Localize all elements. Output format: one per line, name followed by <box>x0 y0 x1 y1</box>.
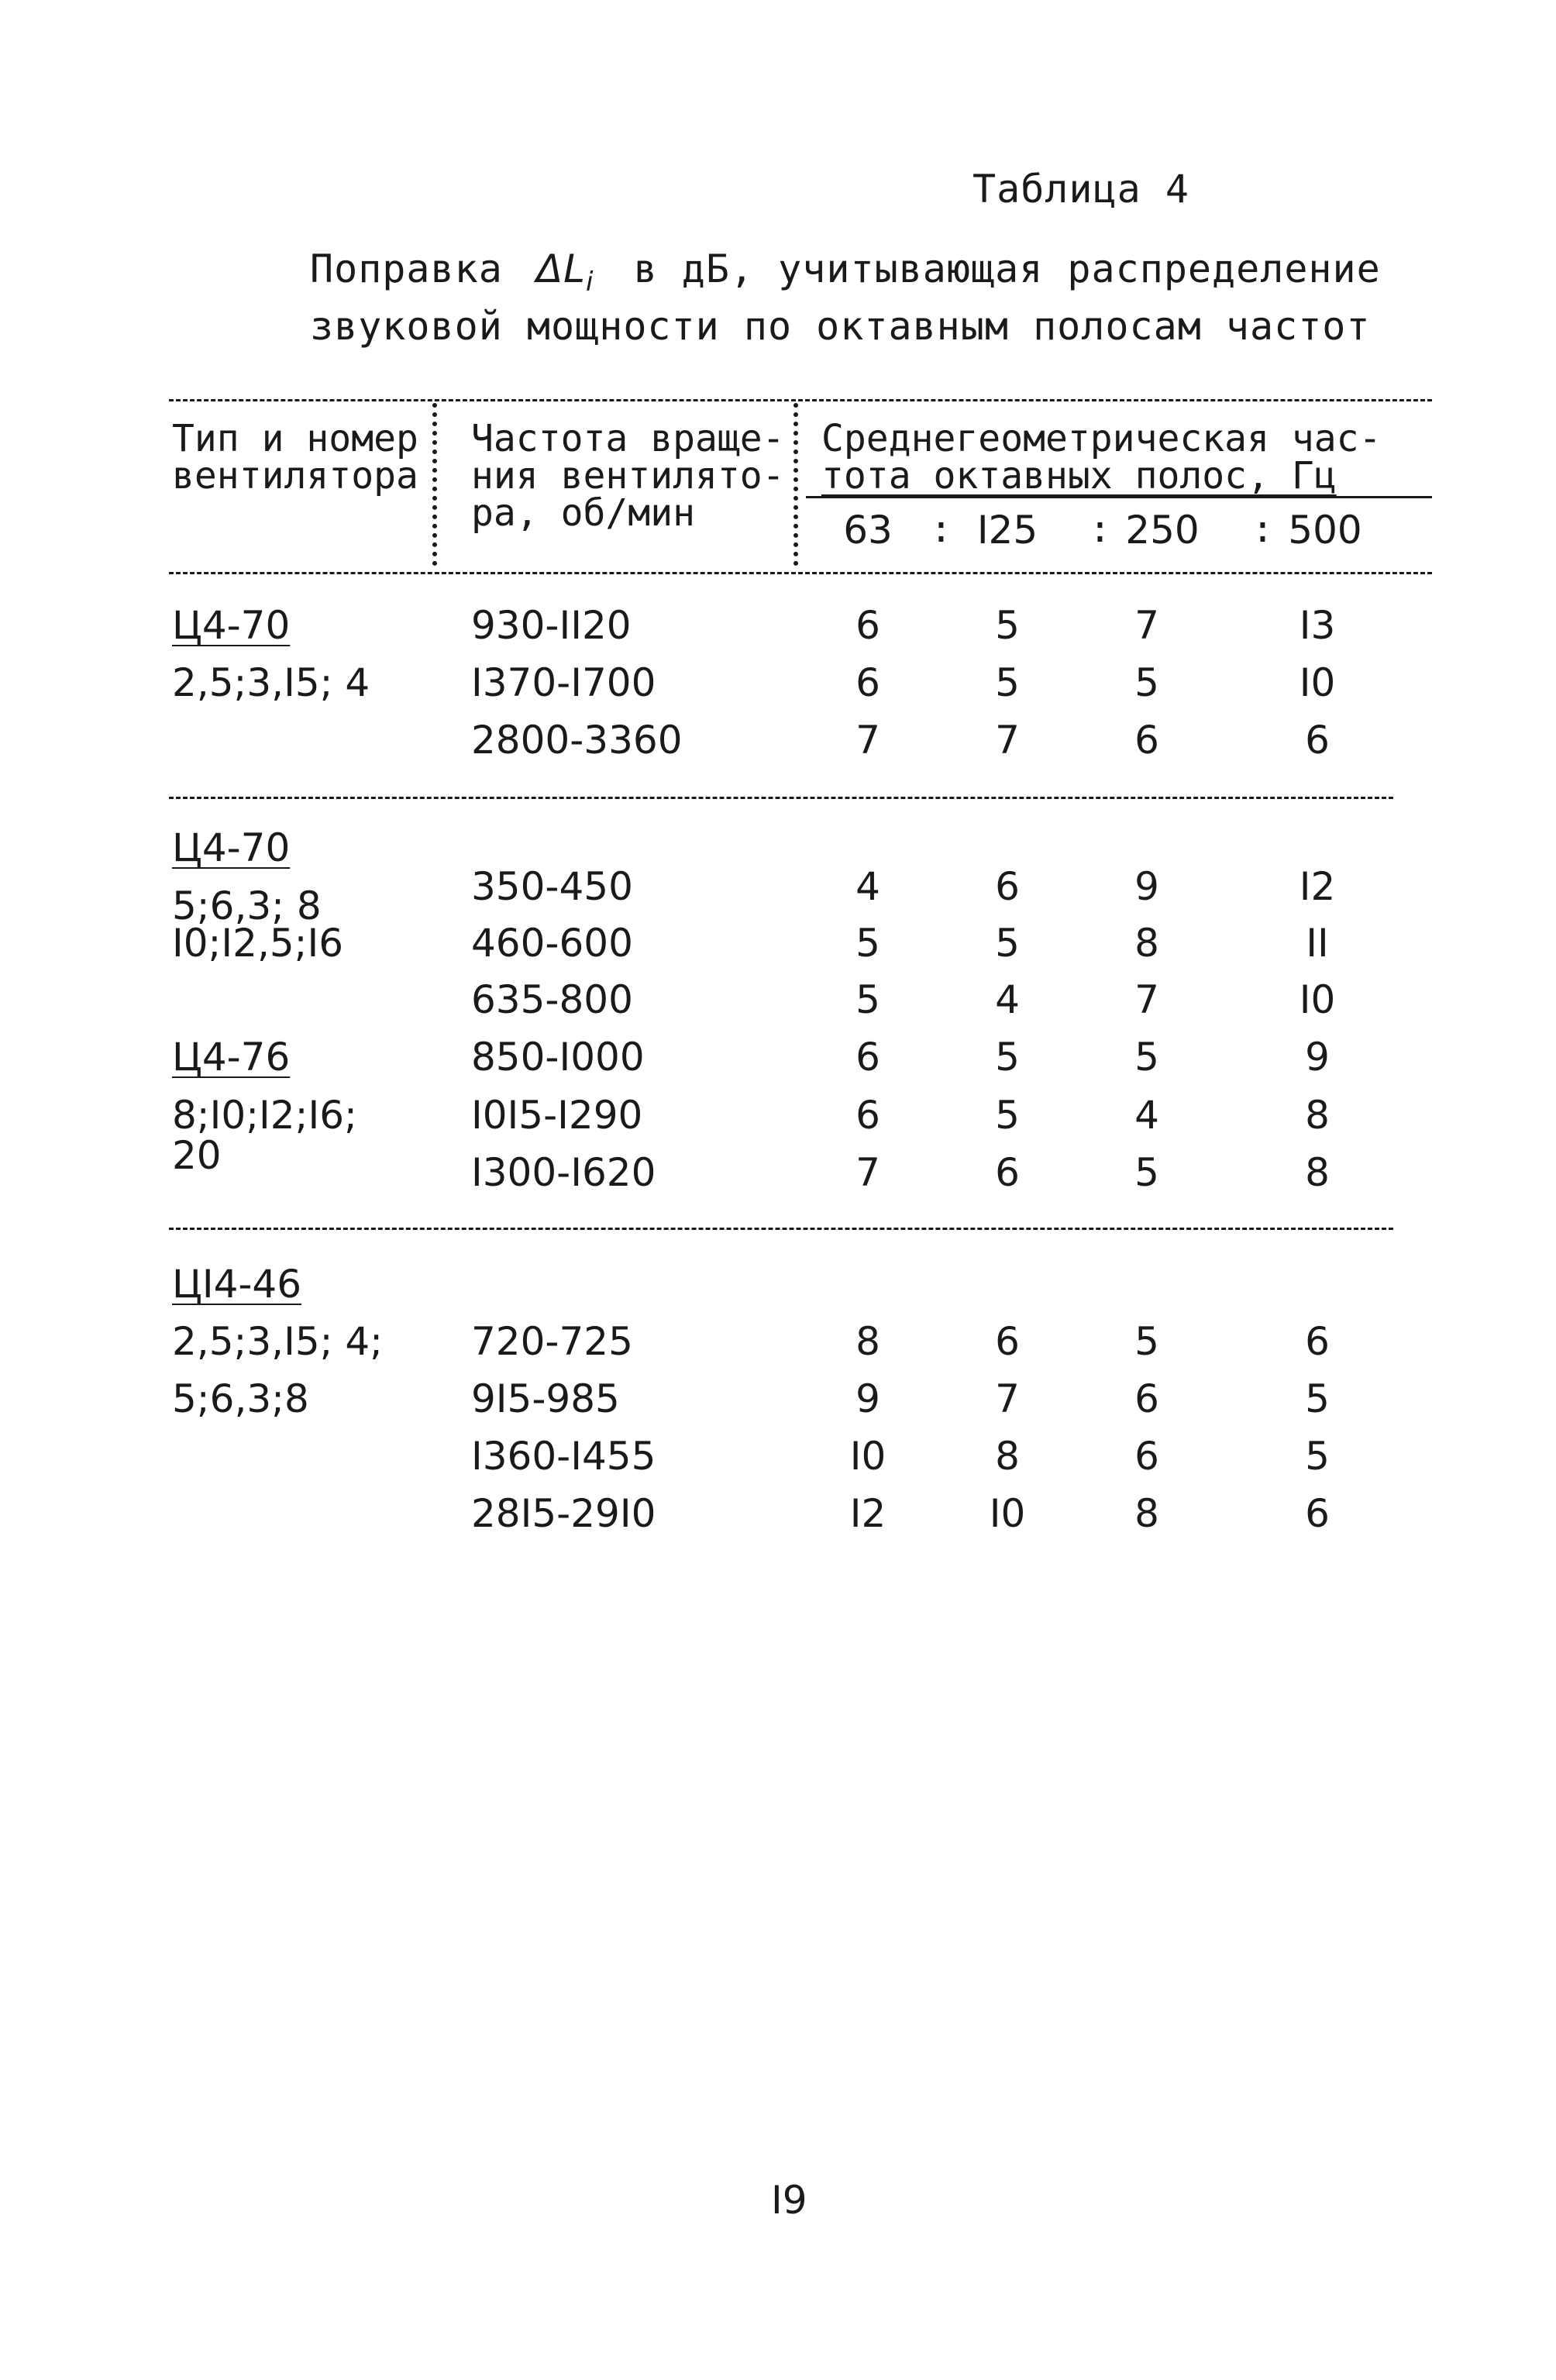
header-col1-line2: вентилятора <box>172 454 418 498</box>
value-cell: 5 <box>1134 1319 1159 1364</box>
header-col2-line2: ния вентилято- <box>471 454 785 498</box>
value-cell: 7 <box>855 1150 880 1195</box>
fan-number-label: 5;6,3; 8 <box>172 883 322 928</box>
fan-number-label: 2,5;3,I5; 4 <box>172 660 370 705</box>
speed-cell: 9I5-985 <box>471 1376 620 1421</box>
value-cell: 7 <box>1134 603 1159 648</box>
value-cell: 6 <box>995 1319 1020 1364</box>
value-cell: 7 <box>995 718 1020 763</box>
value-cell: 4 <box>1134 1093 1159 1138</box>
value-cell: 6 <box>855 660 880 705</box>
value-cell: 8 <box>1134 1491 1159 1536</box>
page-number: I9 <box>771 2178 807 2223</box>
value-cell: 8 <box>1134 921 1159 966</box>
value-cell: I2 <box>1299 864 1336 909</box>
fan-number-label: 8;I0;I2;I6; <box>172 1093 357 1138</box>
value-cell: 5 <box>995 603 1020 648</box>
value-cell: 6 <box>1134 1376 1159 1421</box>
value-cell: 7 <box>995 1376 1020 1421</box>
value-cell: 5 <box>995 660 1020 705</box>
title-line-1 <box>310 246 1381 298</box>
value-cell: 5 <box>1134 660 1159 705</box>
value-cell: 6 <box>855 603 880 648</box>
title-line-1-suffix: в дБ, учитывающая распределение <box>633 246 1381 291</box>
value-cell: I0 <box>849 1434 886 1479</box>
value-cell: I0 <box>1299 977 1336 1022</box>
value-cell: 6 <box>1134 1434 1159 1479</box>
speed-cell: 28I5-29I0 <box>471 1491 656 1536</box>
value-cell: 7 <box>855 718 880 763</box>
value-cell: 5 <box>995 1093 1020 1138</box>
delta-l-symbol <box>535 246 594 298</box>
value-cell: 8 <box>855 1319 880 1364</box>
value-cell: 9 <box>1134 864 1159 909</box>
value-cell: 4 <box>995 977 1020 1022</box>
freq-separator: : <box>1089 508 1111 551</box>
freq-separator: : <box>1251 508 1274 551</box>
header-col-separator-2 <box>793 403 798 566</box>
speed-cell: I300-I620 <box>471 1150 656 1195</box>
fan-number-label: I0;I2,5;I6 <box>172 921 344 966</box>
value-cell: 8 <box>1305 1150 1330 1195</box>
freq-63: 63 <box>843 508 893 553</box>
value-cell: 9 <box>1305 1035 1330 1080</box>
value-cell: 6 <box>855 1035 880 1080</box>
value-cell: 5 <box>855 977 880 1022</box>
speed-cell: 930-II20 <box>471 603 632 648</box>
freq-separator: : <box>930 508 952 551</box>
header-col1-line1: Тип и номер <box>172 417 418 460</box>
speed-cell: 460-600 <box>471 921 633 966</box>
title-line-2: звуковой мощности по октавным полосам частот <box>310 304 1371 349</box>
freq-500: 500 <box>1288 508 1362 553</box>
value-cell: 6 <box>1305 1319 1330 1364</box>
header-freq-rule <box>806 496 1432 498</box>
speed-cell: 350-450 <box>471 864 633 909</box>
fan-type-label: Ц4-70 <box>172 825 291 870</box>
speed-cell: 850-I000 <box>471 1035 645 1080</box>
value-cell: 5 <box>1305 1376 1330 1421</box>
value-cell: I0 <box>989 1491 1026 1536</box>
fan-type-label: Ц4-76 <box>172 1035 291 1080</box>
header-top-rule <box>169 399 1432 401</box>
delta-l-symbol-main: ΔL <box>535 246 586 291</box>
fan-type-label: ЦI4-46 <box>172 1262 302 1307</box>
header-bottom-rule <box>169 572 1432 574</box>
value-cell: 6 <box>995 1150 1020 1195</box>
value-cell: I2 <box>849 1491 886 1536</box>
group-divider <box>169 797 1393 799</box>
speed-cell: 635-800 <box>471 977 633 1022</box>
value-cell: 9 <box>855 1376 880 1421</box>
table-caption: Таблица 4 <box>972 167 1189 212</box>
header-col2-line1: Частота враще- <box>471 417 785 460</box>
value-cell: 6 <box>855 1093 880 1138</box>
value-cell: 5 <box>855 921 880 966</box>
value-cell: I3 <box>1299 603 1336 648</box>
header-col-separator-1 <box>432 403 437 566</box>
delta-l-symbol-sub: i <box>586 267 594 298</box>
value-cell: 6 <box>1305 1491 1330 1536</box>
header-col3-line2: тота октавных полос, Гц <box>821 454 1337 498</box>
value-cell: II <box>1306 921 1329 966</box>
fan-number-label: 5;6,3;8 <box>172 1376 309 1421</box>
value-cell: 8 <box>995 1434 1020 1479</box>
value-cell: 7 <box>1134 977 1159 1022</box>
value-cell: 5 <box>1134 1150 1159 1195</box>
value-cell: I0 <box>1299 660 1336 705</box>
value-cell: 8 <box>1305 1093 1330 1138</box>
header-col2-line3: ра, об/мин <box>471 491 695 535</box>
freq-250: 250 <box>1125 508 1200 553</box>
speed-cell: 2800-3360 <box>471 718 683 763</box>
speed-cell: I370-I700 <box>471 660 656 705</box>
value-cell: 5 <box>1134 1035 1159 1080</box>
freq-125: I25 <box>976 508 1038 553</box>
value-cell: 4 <box>855 864 880 909</box>
speed-cell: I0I5-I290 <box>471 1093 643 1138</box>
fan-number-label: 20 <box>172 1133 222 1178</box>
speed-cell: 720-725 <box>471 1319 633 1364</box>
title-line-1-prefix: Поправка <box>310 246 503 291</box>
value-cell: 6 <box>995 864 1020 909</box>
value-cell: 6 <box>1305 718 1330 763</box>
value-cell: 5 <box>995 921 1020 966</box>
fan-number-label: 2,5;3,I5; 4; <box>172 1319 384 1364</box>
value-cell: 6 <box>1134 718 1159 763</box>
speed-cell: I360-I455 <box>471 1434 656 1479</box>
fan-type-label: Ц4-70 <box>172 603 291 648</box>
value-cell: 5 <box>995 1035 1020 1080</box>
group-divider <box>169 1228 1393 1230</box>
value-cell: 5 <box>1305 1434 1330 1479</box>
header-col3-line1: Среднегеометрическая час- <box>821 417 1382 460</box>
